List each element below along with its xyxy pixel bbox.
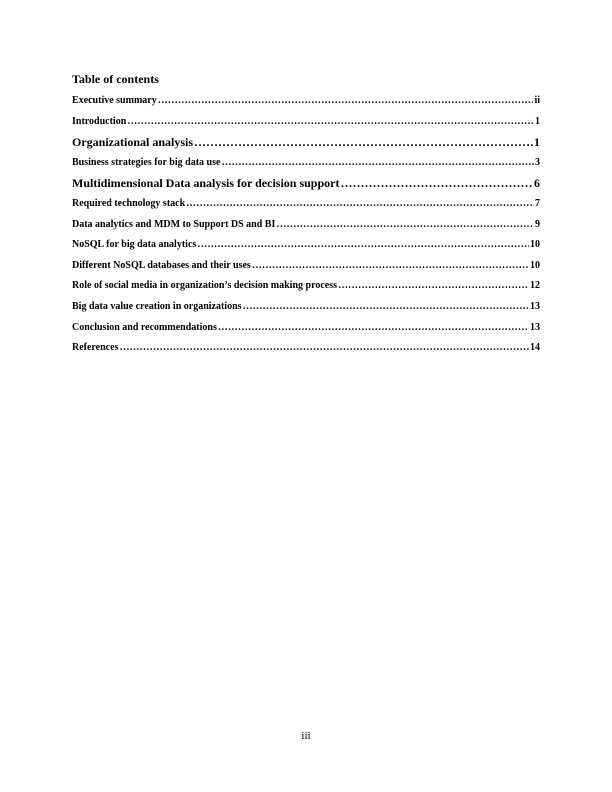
toc-entry-introduction[interactable]: [72, 115, 540, 136]
toc-entry-label: Executive summary: [72, 95, 157, 106]
toc-leader-dots: [197, 238, 529, 252]
toc-entry-conclusion[interactable]: [72, 321, 540, 342]
toc-entry-organizational-analysis[interactable]: [72, 135, 540, 156]
toc-entry-page: ii: [534, 95, 540, 106]
toc-entry-label: Organizational analysis: [72, 135, 194, 150]
toc-entry-social-media[interactable]: [72, 279, 540, 300]
toc-entry-data-analytics-mdm[interactable]: [72, 218, 540, 239]
toc-entry-technology-stack[interactable]: [72, 197, 540, 218]
toc-entry-page: 1: [534, 135, 540, 150]
toc-leader-dots: [186, 197, 534, 211]
page-number-footer: iii: [301, 730, 311, 742]
toc-leader-dots: [127, 115, 534, 129]
toc-leader-dots: [338, 279, 529, 293]
toc-leader-dots: [194, 135, 533, 149]
toc-entry-value-creation[interactable]: [72, 300, 540, 321]
toc-entry-label: Business strategies for big data use: [72, 156, 221, 168]
toc-leader-dots: [276, 218, 534, 232]
toc-entry-label: NoSQL for big data analytics: [72, 239, 197, 251]
toc-entry-label: Conclusion and recommendations: [72, 321, 217, 333]
toc-entry-label: Multidimensional Data analysis for decision support: [72, 176, 340, 191]
toc-entry-nosql-analytics[interactable]: [72, 238, 540, 259]
toc-entry-page: 9: [535, 218, 540, 230]
toc-entry-page: 12: [530, 280, 540, 292]
toc-leader-dots: [218, 321, 529, 335]
toc-entry-label: Data analytics and MDM to Support DS and BI: [72, 218, 276, 230]
toc-leader-dots: [221, 156, 534, 170]
toc-entry-page: 6: [534, 176, 540, 191]
toc-entry-label: References: [72, 342, 119, 354]
toc-entry-executive-summary[interactable]: [72, 94, 540, 115]
toc-entry-nosql-databases[interactable]: [72, 259, 540, 280]
toc-leader-dots: [158, 94, 534, 108]
toc-entry-label: Introduction: [72, 115, 127, 127]
toc-entry-page: 10: [530, 259, 540, 271]
toc-leader-dots: [243, 300, 529, 314]
toc-entry-page: 13: [530, 321, 540, 333]
toc-title: Table of contents: [72, 72, 159, 86]
toc-entry-label: Big data value creation in organizations: [72, 300, 242, 312]
toc-entry-label: Required technology stack: [72, 197, 186, 209]
toc-leader-dots: [340, 176, 533, 190]
toc-entry-business-strategies[interactable]: [72, 156, 540, 177]
toc-entry-label: Different NoSQL databases and their uses: [72, 259, 251, 271]
toc-leader-dots: [119, 341, 529, 355]
toc-entry-page: 1: [535, 115, 540, 127]
toc-entry-multidimensional-analysis[interactable]: [72, 176, 540, 197]
table-of-contents: [72, 72, 540, 362]
toc-entry-references[interactable]: [72, 341, 540, 362]
toc-entry-page: 13: [530, 300, 540, 312]
toc-entry-page: 14: [530, 342, 540, 354]
toc-entry-page: 10: [530, 239, 540, 251]
toc-leader-dots: [252, 259, 529, 273]
toc-entry-label: Role of social media in organization’s decision making process: [72, 280, 337, 292]
toc-entry-page: 3: [535, 156, 540, 168]
toc-entry-page: 7: [535, 197, 540, 209]
